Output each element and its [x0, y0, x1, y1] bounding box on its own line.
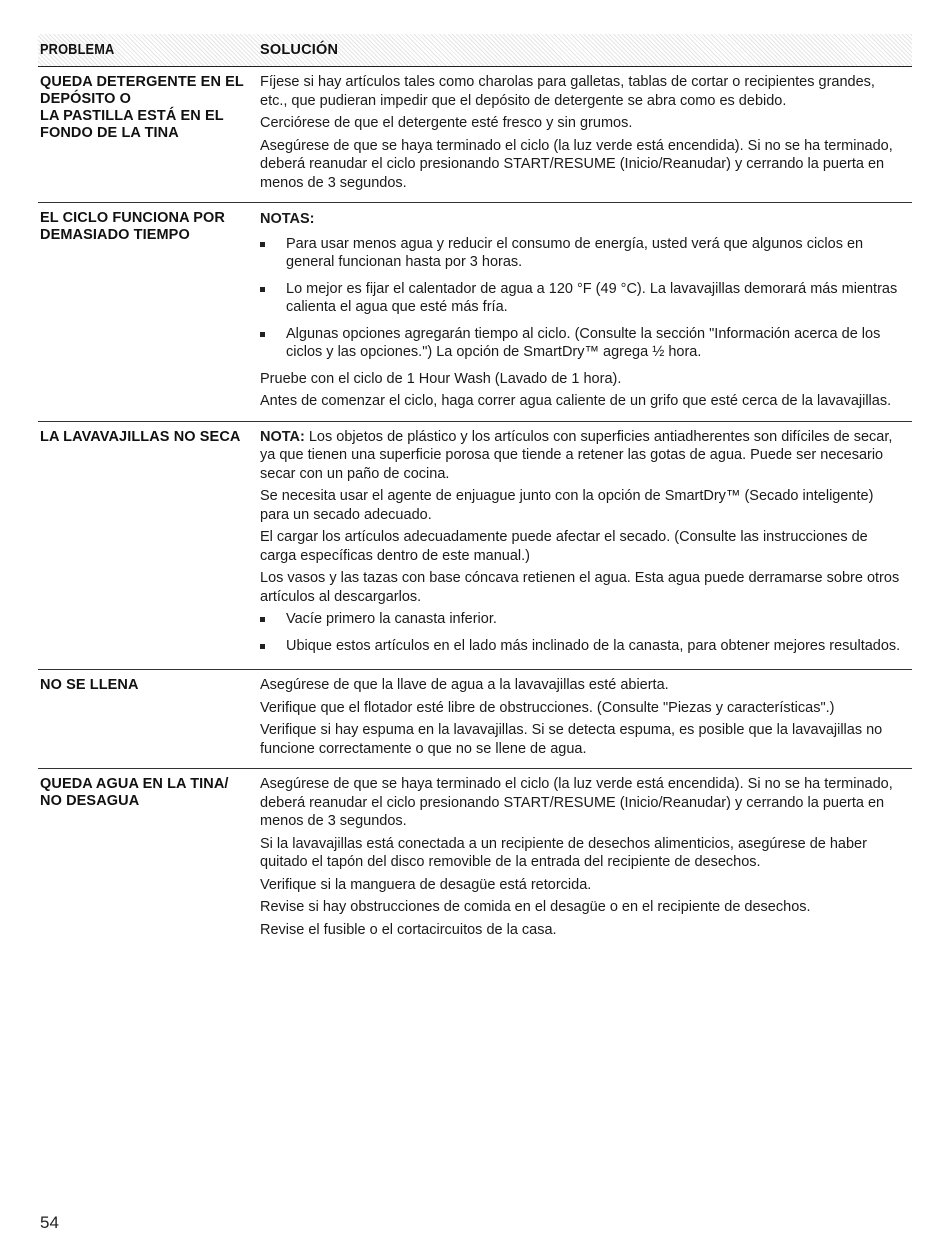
solution-paragraph: Cerciórese de que el detergente esté fresco y sin grumos.	[260, 115, 633, 131]
table-row	[38, 769, 912, 949]
solution-cell	[260, 73, 912, 196]
troubleshooting-table	[38, 34, 912, 949]
solution-cell	[260, 209, 912, 415]
note-text: Los objetos de plástico y los artículos con superficies antiadherentes son difíciles de secar, ya que tienen una superficie porosa que tiende a retener las gotas de agua. Puede ser necesario secar con un paño de cocina.	[260, 428, 893, 482]
problem-cell	[38, 209, 260, 415]
problem-line: DEPÓSITO O	[40, 91, 131, 107]
bullet-square-icon	[260, 617, 265, 622]
bullet-item	[260, 235, 906, 272]
bullet-square-icon	[260, 332, 265, 337]
table-row	[38, 422, 912, 671]
problem-cell	[38, 428, 260, 664]
solution-paragraph: Asegúrese de que se haya terminado el ciclo (la luz verde está encendida). Si no se ha terminado, deberá reanudar el ciclo presionando START/RESUME (Inicio/Reanudar) y cerrando la puerta en menos de 3 segundos.	[260, 137, 893, 191]
problem-line: LA PASTILLA ESTÁ EN EL	[40, 108, 224, 124]
page-number: 54	[40, 1213, 59, 1232]
solution-paragraph: Asegúrese de que se haya terminado el ciclo (la luz verde está encendida). Si no se ha terminado, deberá reanudar el ciclo presionando START/RESUME (Inicio/Reanudar) y cerrando la puerta en menos de 3 segundos.	[260, 776, 893, 829]
table-row	[38, 67, 912, 203]
problem-line: LA LAVAVAJILLAS NO SECA	[40, 428, 241, 445]
bullet-square-icon	[260, 242, 265, 247]
bullet-text: Para usar menos agua y reducir el consumo de energía, usted verá que algunos ciclos en general funcionan hasta por 3 horas.	[286, 235, 864, 270]
solution-cell	[260, 676, 912, 762]
solution-paragraph: Asegúrese de que la llave de agua a la lavavajillas esté abierta.	[260, 677, 669, 693]
problem-line: DEMASIADO TIEMPO	[40, 227, 190, 243]
header-solution: SOLUCIÓN	[260, 42, 339, 58]
bullet-item	[260, 325, 906, 362]
solution-paragraph: El cargar los artículos adecuadamente puede afectar el secado. (Consulte las instrucciones de carga específicas dentro de este manual.)	[260, 529, 868, 564]
problem-cell	[38, 73, 260, 196]
header-problem: PROBLEMA	[40, 42, 115, 58]
bullet-item	[260, 610, 906, 629]
solution-paragraph: Verifique que el flotador esté libre de obstrucciones. (Consulte "Piezas y características".)	[260, 699, 835, 716]
problem-line: NO SE LLENA	[40, 677, 139, 693]
problem-cell	[38, 775, 260, 943]
problem-line: FONDO DE LA TINA	[40, 125, 179, 141]
bullet-text: Lo mejor es fijar el calentador de agua a 120 °F (49 °C). La lavavajillas demorará más mientras calienta el agua que esté más fría.	[286, 280, 898, 315]
problem-cell	[38, 676, 260, 762]
solution-paragraph: Verifique si hay espuma en la lavavajillas. Si se detecta espuma, es posible que la lavavajillas no funcione correctamente o que no se llene de agua.	[260, 722, 883, 757]
solution-paragraph: Antes de comenzar el ciclo, haga correr agua caliente de un grifo que esté cerca de la lavavajillas.	[260, 393, 892, 409]
solution-cell	[260, 428, 912, 664]
bullet-square-icon	[260, 287, 265, 292]
problem-line: QUEDA DETERGENTE EN EL	[40, 74, 244, 90]
table-header	[38, 34, 912, 67]
table-row	[38, 203, 912, 422]
bullet-text: Vacíe primero la canasta inferior.	[286, 611, 497, 627]
problem-line: EL CICLO FUNCIONA POR	[40, 210, 225, 226]
note-label: NOTA:	[260, 428, 305, 445]
solution-paragraph: Los vasos y las tazas con base cóncava retienen el agua. Esta agua puede derramarse sobre otros artículos al descargarlos.	[260, 570, 900, 605]
problem-line: NO DESAGUA	[40, 793, 140, 809]
bullet-square-icon	[260, 644, 265, 649]
bullet-item	[260, 280, 906, 317]
solution-paragraph: Revise el fusible o el cortacircuitos de la casa.	[260, 921, 557, 938]
table-row	[38, 670, 912, 769]
note-paragraph	[260, 428, 906, 484]
bullet-text: Ubique estos artículos en el lado más inclinado de la canasta, para obtener mejores resultados.	[286, 637, 901, 654]
solution-paragraph: Pruebe con el ciclo de 1 Hour Wash (Lavado de 1 hora).	[260, 370, 622, 387]
solution-paragraph: Revise si hay obstrucciones de comida en el desagüe o en el recipiente de desechos.	[260, 899, 811, 915]
solution-cell	[260, 775, 912, 943]
solution-paragraph: Verifique si la manguera de desagüe está retorcida.	[260, 876, 592, 893]
solution-paragraph: Fíjese si hay artículos tales como charolas para galletas, tablas de cortar o recipientes grandes, etc., que pudieran impedir que el depósito de detergente se abra como es debido.	[260, 74, 875, 109]
notes-label: NOTAS:	[260, 211, 315, 227]
bullet-text: Algunas opciones agregarán tiempo al ciclo. (Consulte la sección "Información acerca de los ciclos y las opciones.") La opción de SmartDry™ agrega ½ hora.	[286, 325, 881, 360]
bullet-item	[260, 637, 906, 656]
solution-paragraph: Se necesita usar el agente de enjuague junto con la opción de SmartDry™ (Secado inteligente) para un secado adecuado.	[260, 488, 874, 523]
solution-paragraph: Si la lavavajillas está conectada a un recipiente de desechos alimenticios, asegúrese de haber quitado el tapón del disco removible de la entrada del recipiente de desechos.	[260, 835, 867, 870]
problem-line: QUEDA AGUA EN LA TINA/	[40, 776, 229, 792]
